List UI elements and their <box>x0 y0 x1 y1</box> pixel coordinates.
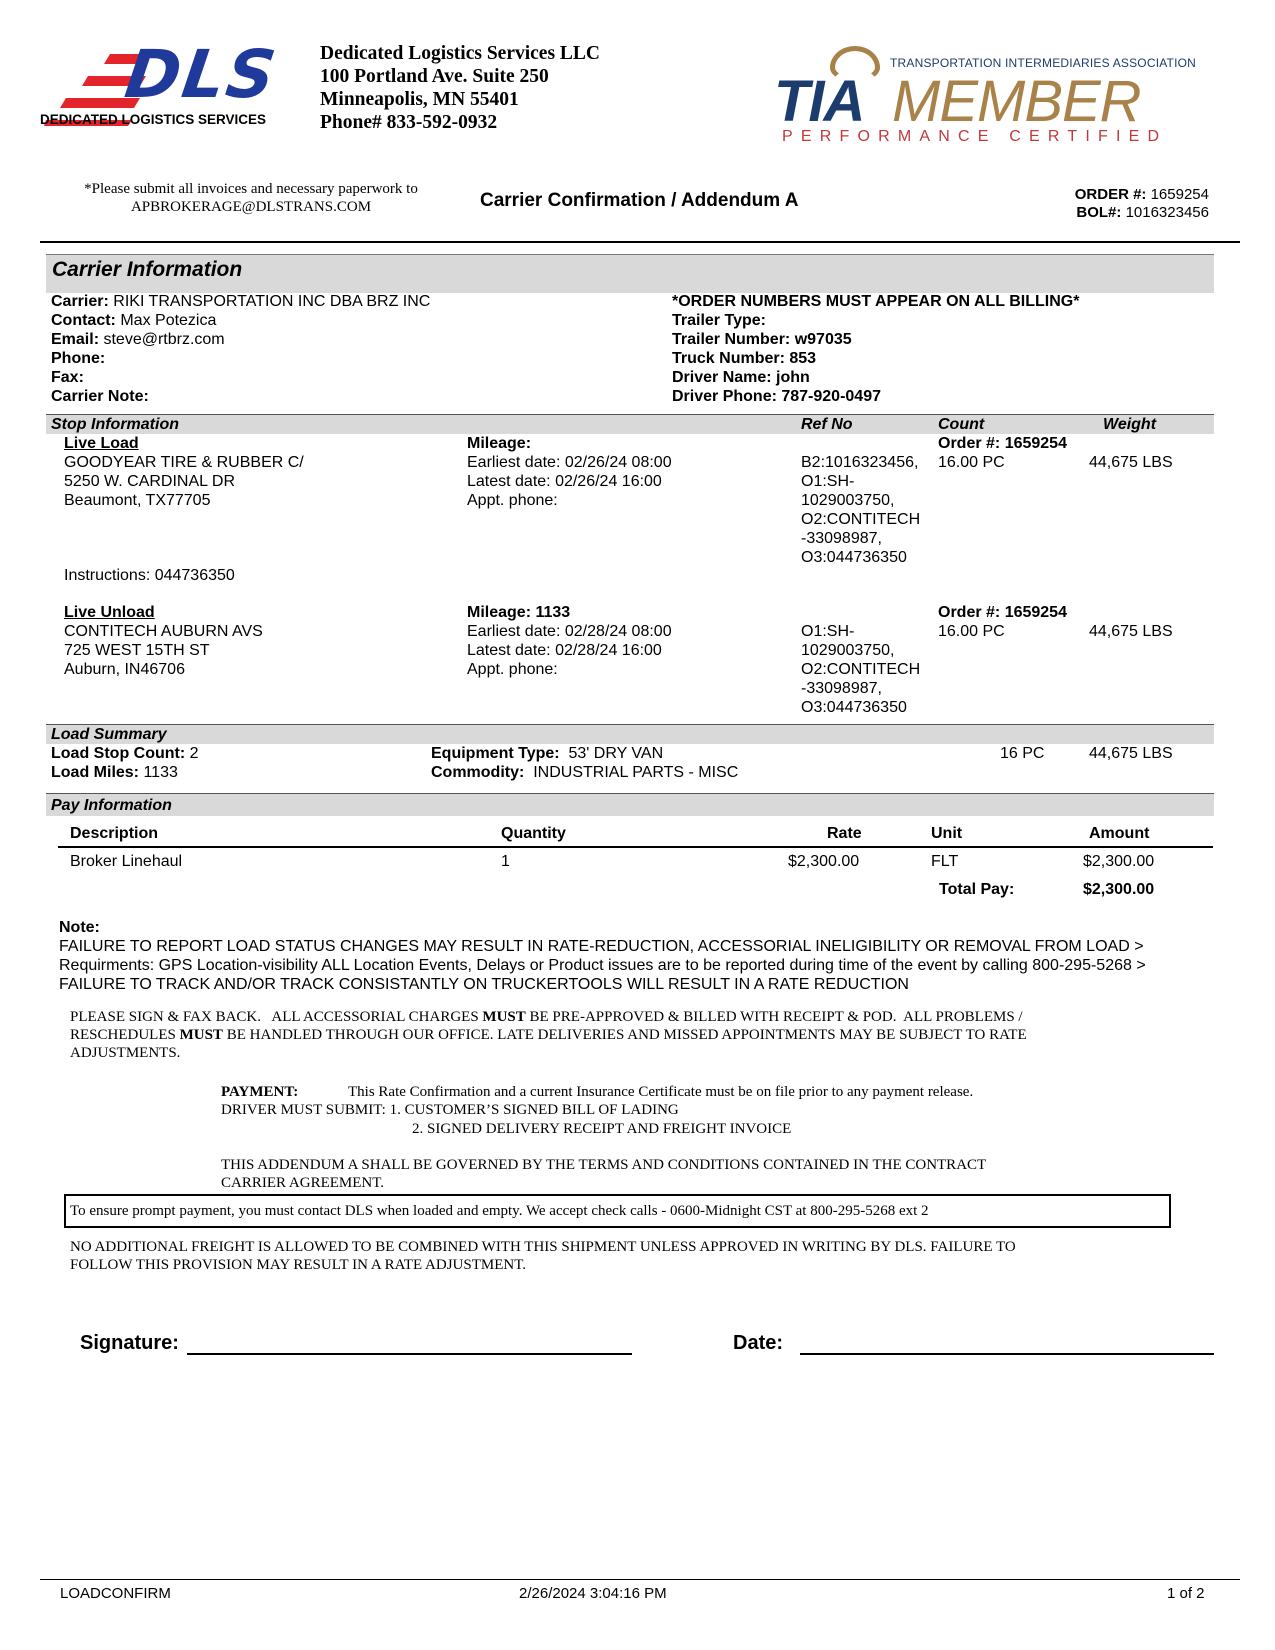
load-summary-left <box>51 744 199 782</box>
stop-1-latest: Latest date: 02/26/24 16:00 <box>467 473 662 490</box>
stop-1-address: 5250 W. CARDINAL DR <box>64 473 236 490</box>
governed-line: CARRIER AGREEMENT. <box>221 1175 385 1191</box>
company-name: Dedicated Logistics Services LLC <box>320 43 601 64</box>
stop-1-count-block <box>938 434 1067 472</box>
load-miles-value: 1133 <box>143 764 178 781</box>
stop-2-schedule <box>467 603 672 679</box>
pay-col-amount: Amount <box>1089 825 1150 842</box>
carrier-value: RIKI TRANSPORTATION INC DBA BRZ INC <box>113 293 431 310</box>
phone-label: Phone: <box>51 350 106 367</box>
load-miles-label: Load Miles: <box>51 764 140 781</box>
governed-line: THIS ADDENDUM A SHALL BE GOVERNED BY THE TERMS AND CONDITIONS CONTAINED IN THE CONTRACT <box>221 1157 987 1173</box>
stop-1-schedule <box>467 434 672 510</box>
driver-submit-2: 2. SIGNED DELIVERY RECEIPT AND FREIGHT INVOICE <box>412 1121 792 1137</box>
carrier-left <box>51 292 430 406</box>
stop-1-refs <box>801 453 920 567</box>
pay-row-rate: $2,300.00 <box>788 853 860 870</box>
stop-2-ref: O3:044736350 <box>801 699 907 716</box>
no-freight-line: NO ADDITIONAL FREIGHT IS ALLOWED TO BE COMBINED WITH THIS SHIPMENT UNLESS APPROVED IN WRITING BY DLS. FAILURE TO <box>70 1239 1016 1255</box>
footer-page-number: 1 of 2 <box>1167 1585 1205 1602</box>
total-pay-label: Total Pay: <box>939 881 1015 898</box>
date-line[interactable] <box>800 1353 1214 1355</box>
logo-letters: DLS <box>120 36 282 113</box>
signature-line[interactable] <box>187 1353 632 1355</box>
stop-2-name: CONTITECH AUBURN AVS <box>64 623 263 640</box>
bol-value: 1016323456 <box>1125 204 1209 221</box>
stop-1-ref: -33098987, <box>801 530 882 547</box>
fax-label: Fax: <box>51 369 84 386</box>
submit-note-email: APBROKERAGE@DLSTRANS.COM <box>130 199 372 215</box>
payment-label: PAYMENT: <box>221 1084 299 1100</box>
email-value: steve@rtbrz.com <box>103 331 225 348</box>
signature-label: Signature: <box>80 1332 179 1354</box>
stop-2-weight: 44,675 LBS <box>1089 623 1173 640</box>
stop-1-weight: 44,675 LBS <box>1089 454 1173 471</box>
load-summary-title: Load Summary <box>51 726 167 743</box>
equipment-label: Equipment Type: <box>431 745 560 762</box>
pay-row-amount: $2,300.00 <box>1083 853 1155 870</box>
stop-1-instructions: Instructions: 044736350 <box>64 567 235 584</box>
stop-2-earliest: Earliest date: 02/28/24 08:00 <box>467 623 672 640</box>
stop-count-value: 2 <box>189 745 199 762</box>
total-pay-value: $2,300.00 <box>1083 881 1155 898</box>
terms-text: BE PRE-APPROVED & BILLED WITH RECEIPT & POD. ALL PROBLEMS / <box>525 1009 1023 1025</box>
footer-left: LOADCONFIRM <box>60 1585 171 1602</box>
stop-2-refs <box>801 622 920 717</box>
weight-header: Weight <box>1103 416 1157 433</box>
billing-notice: *ORDER NUMBERS MUST APPEAR ON ALL BILLING* <box>672 293 1080 310</box>
company-phone: Phone# 833-592-0932 <box>320 112 498 133</box>
prompt-payment-box <box>64 1194 1171 1228</box>
stop-2-mileage: Mileage: 1133 <box>467 604 571 621</box>
terms-must: MUST <box>179 1027 223 1043</box>
stop-1-ref: B2:1016323456, <box>801 454 919 471</box>
pay-row-unit: FLT <box>931 853 959 870</box>
trailer-type: Trailer Type: <box>672 312 766 329</box>
pay-col-unit: Unit <box>931 825 963 842</box>
stop-2-location <box>64 603 263 679</box>
carrier-right <box>672 292 1079 406</box>
note-line: FAILURE TO REPORT LOAD STATUS CHANGES MAY RESULT IN RATE-REDUCTION, ACCESSORIAL INELIGIBILITY OR REMOVAL FROM LOAD > <box>59 938 1144 955</box>
stop-2-city: Auburn, IN46706 <box>64 661 185 678</box>
bol-label: BOL#: <box>1076 204 1122 221</box>
prompt-payment-text: To ensure prompt payment, you must contact DLS when loaded and empty. We accept check calls - 0600-Midnight CST at 800-295-5268 ext 2 <box>70 1203 929 1219</box>
dls-logo <box>40 36 302 132</box>
stop-1-order: Order #: 1659254 <box>938 435 1067 452</box>
order-value: 1659254 <box>1150 186 1209 203</box>
stop-2-order: Order #: 1659254 <box>938 604 1067 621</box>
tia-text: TIA <box>774 69 865 134</box>
pay-row-description: Broker Linehaul <box>70 853 183 870</box>
stop-section-bar <box>46 414 1214 434</box>
submit-note <box>56 180 446 216</box>
stop-1-ref: 1029003750, <box>801 492 895 509</box>
order-label: ORDER #: <box>1074 186 1147 203</box>
load-summary-bar <box>46 724 1214 744</box>
pay-section-bar <box>46 793 1214 816</box>
count-header: Count <box>938 416 985 433</box>
pay-row-quantity: 1 <box>501 853 510 870</box>
pay-col-rate: Rate <box>827 825 862 842</box>
carrier-note-label: Carrier Note: <box>51 388 149 405</box>
note-line: Requirments: GPS Location-visibility ALL Location Events, Delays or Product issues are to be reported during time of the event by calling 800-295-5268 > <box>59 957 1146 974</box>
equipment-value: 53' DRY VAN <box>568 745 664 762</box>
commodity-label: Commodity: <box>431 764 525 781</box>
submit-note-line1: *Please submit all invoices and necessary paperwork to <box>84 181 418 197</box>
stop-1-location <box>64 434 304 510</box>
truck-number: Truck Number: 853 <box>672 350 817 367</box>
no-freight-block <box>70 1238 1016 1274</box>
contact-label: Contact: <box>51 312 116 329</box>
stop-1-ref: O3:044736350 <box>801 549 907 566</box>
performance-certified-text: PERFORMANCE CERTIFIED <box>782 128 1168 145</box>
stop-2-address: 725 WEST 15TH ST <box>64 642 210 659</box>
stop-2-appt: Appt. phone: <box>467 661 558 678</box>
stop-2-type: Live Unload <box>64 604 155 621</box>
carrier-section-title: Carrier Information <box>52 258 243 281</box>
ref-no-header: Ref No <box>801 416 853 433</box>
company-address1: 100 Portland Ave. Suite 250 <box>320 66 549 87</box>
note-line: FAILURE TO TRACK AND/OR TRACK CONSISTANTLY ON TRUCKERTOOLS WILL RESULT IN A RATE REDUCTION <box>59 976 909 993</box>
contact-value: Max Potezica <box>120 312 217 329</box>
trailer-number: Trailer Number: w97035 <box>672 331 852 348</box>
stop-section-title: Stop Information <box>51 416 179 433</box>
footer-rule <box>40 1579 1240 1580</box>
stop-1-earliest: Earliest date: 02/26/24 08:00 <box>467 454 672 471</box>
summary-pieces: 16 PC <box>1000 745 1045 762</box>
terms-text: BE HANDLED THROUGH OUR OFFICE. LATE DELIVERIES AND MISSED APPOINTMENTS MAY BE SUBJECT TO RATE <box>222 1027 1027 1043</box>
date-label: Date: <box>733 1332 784 1354</box>
terms-text: PLEASE SIGN & FAX BACK. ALL ACCESSORIAL CHARGES <box>70 1009 483 1025</box>
terms-text: ADJUSTMENTS. <box>70 1045 181 1061</box>
note-title: Note: <box>59 919 100 936</box>
governed-block <box>221 1156 986 1192</box>
stop-1-count: 16.00 PC <box>938 454 1005 471</box>
stop-2-ref: O2:CONTITECH <box>801 661 921 678</box>
tia-association-text: TRANSPORTATION INTERMEDIARIES ASSOCIATION <box>890 56 1197 70</box>
stop-2-ref: 1029003750, <box>801 642 895 659</box>
stop-1-type: Live Load <box>64 435 139 452</box>
no-freight-line: FOLLOW THIS PROVISION MAY RESULT IN A RATE ADJUSTMENT. <box>70 1257 527 1273</box>
pay-section-title: Pay Information <box>51 797 172 814</box>
stop-1-name: GOODYEAR TIRE & RUBBER C/ <box>64 454 304 471</box>
note-block <box>59 918 1146 994</box>
carrier-label: Carrier: <box>51 293 109 310</box>
stop-2-latest: Latest date: 02/28/24 16:00 <box>467 642 662 659</box>
member-text: MEMBER <box>892 69 1141 134</box>
pay-col-description: Description <box>70 825 159 842</box>
stop-count-label: Load Stop Count: <box>51 745 186 762</box>
stop-1-appt: Appt. phone: <box>467 492 558 509</box>
tia-member-logo <box>766 36 1206 154</box>
payment-text: This Rate Confirmation and a current Insurance Certificate must be on file prior to any payment release. <box>348 1084 974 1100</box>
logo-caption: DEDICATED LOGISTICS SERVICES <box>40 112 267 127</box>
footer-timestamp: 2/26/2024 3:04:16 PM <box>519 1585 667 1602</box>
stop-1-city: Beaumont, TX77705 <box>64 492 211 509</box>
driver-name: Driver Name: john <box>672 369 810 386</box>
driver-phone: Driver Phone: 787-920-0497 <box>672 388 881 405</box>
pay-col-quantity: Quantity <box>501 825 566 842</box>
header-divider <box>40 241 1240 243</box>
stop-2-ref: -33098987, <box>801 680 882 697</box>
email-label: Email: <box>51 331 100 348</box>
pay-header-rule <box>58 846 1213 848</box>
stop-2-ref: O1:SH- <box>801 623 855 640</box>
stop-2-count: 16.00 PC <box>938 623 1005 640</box>
driver-submit: DRIVER MUST SUBMIT: 1. CUSTOMER’S SIGNED BILL OF LADING <box>221 1102 679 1118</box>
load-summary-middle <box>431 744 738 782</box>
doc-title: Carrier Confirmation / Addendum A <box>480 190 799 211</box>
commodity-value: INDUSTRIAL PARTS - MISC <box>533 764 739 781</box>
terms-block <box>70 1008 1027 1062</box>
summary-weight: 44,675 LBS <box>1089 745 1173 762</box>
terms-must: MUST <box>482 1009 526 1025</box>
stop-1-mileage: Mileage: <box>467 435 532 452</box>
company-address2: Minneapolis, MN 55401 <box>320 89 519 110</box>
company-block <box>320 42 600 134</box>
stop-2-count-block <box>938 603 1067 641</box>
terms-text: RESCHEDULES <box>70 1027 180 1043</box>
stop-1-ref: O1:SH- <box>801 473 855 490</box>
stop-1-ref: O2:CONTITECH <box>801 511 921 528</box>
order-block <box>1075 186 1209 222</box>
